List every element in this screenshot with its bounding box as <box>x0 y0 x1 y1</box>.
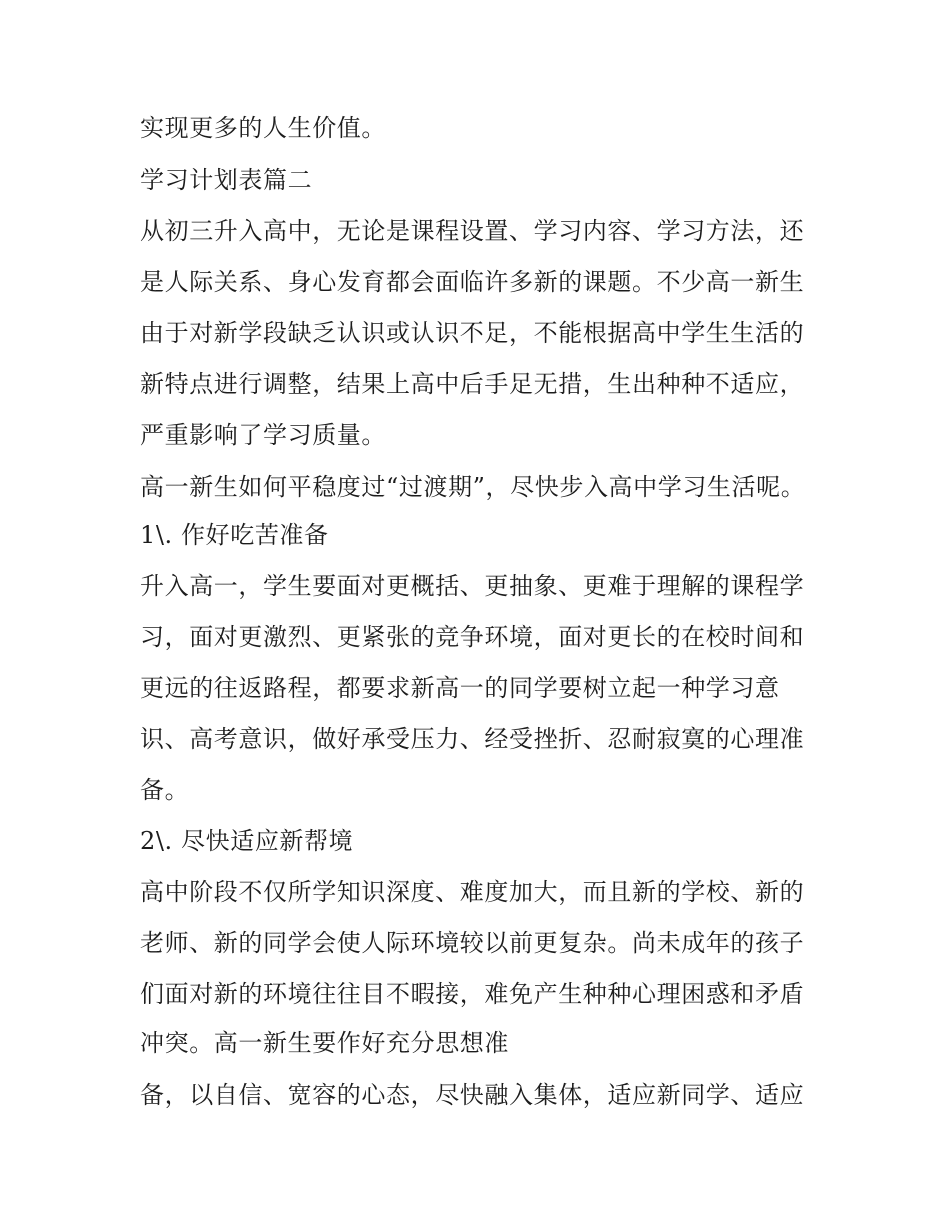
text-line: 是人际关系、身心发育都会面临许多新的课题。不少高一新生 <box>140 268 805 296</box>
text-line: 备，以自信、宽容的心态，尽快融入集体，适应新同学、适应 <box>140 1081 805 1109</box>
text-line: 由于对新学段缺乏认识或认识不足，不能根据高中学生生活的 <box>140 319 805 347</box>
text-line: 严重影响了学习质量。 <box>140 421 386 449</box>
text-line: 冲突。高一新生要作好充分思想准 <box>140 1029 509 1057</box>
text-line: 识、高考意识，做好承受压力、经受挫折、忍耐寂寞的心理准 <box>140 725 805 753</box>
text-line: 老师、新的同学会使人际环境较以前更复杂。尚未成年的孩子 <box>140 929 805 957</box>
text-line: 升入高一，学生要面对更概括、更抽象、更难于理解的课程学 <box>140 572 805 600</box>
list-heading: 2\. 尽快适应新帮境 <box>140 827 354 855</box>
text-line: 新特点进行调整，结果上高中后手足无措，生出种种不适应， <box>140 370 805 398</box>
text-line: 高中阶段不仅所学知识深度、难度加大，而且新的学校、新的 <box>140 878 805 906</box>
text-line: 实现更多的人生价值。 <box>140 114 386 142</box>
text-line: 从初三升入高中，无论是课程设置、学习内容、学习方法，还 <box>140 217 805 245</box>
text-line: 高一新生如何平稳度过“过渡期”，尽快步入高中学习生活呢。 <box>140 473 806 501</box>
text-line: 们面对新的环境往往目不暇接，难免产生种种心理困惑和矛盾 <box>140 980 805 1008</box>
text-line: 更远的往返路程，都要求新高一的同学要树立起一种学习意 <box>140 674 780 702</box>
text-line: 习，面对更激烈、更紧张的竞争环境，面对更长的在校时间和 <box>140 623 805 651</box>
section-heading: 学习计划表篇二 <box>140 166 313 194</box>
list-heading: 1\. 作好吃苦准备 <box>140 521 329 549</box>
text-line: 备。 <box>140 776 190 804</box>
